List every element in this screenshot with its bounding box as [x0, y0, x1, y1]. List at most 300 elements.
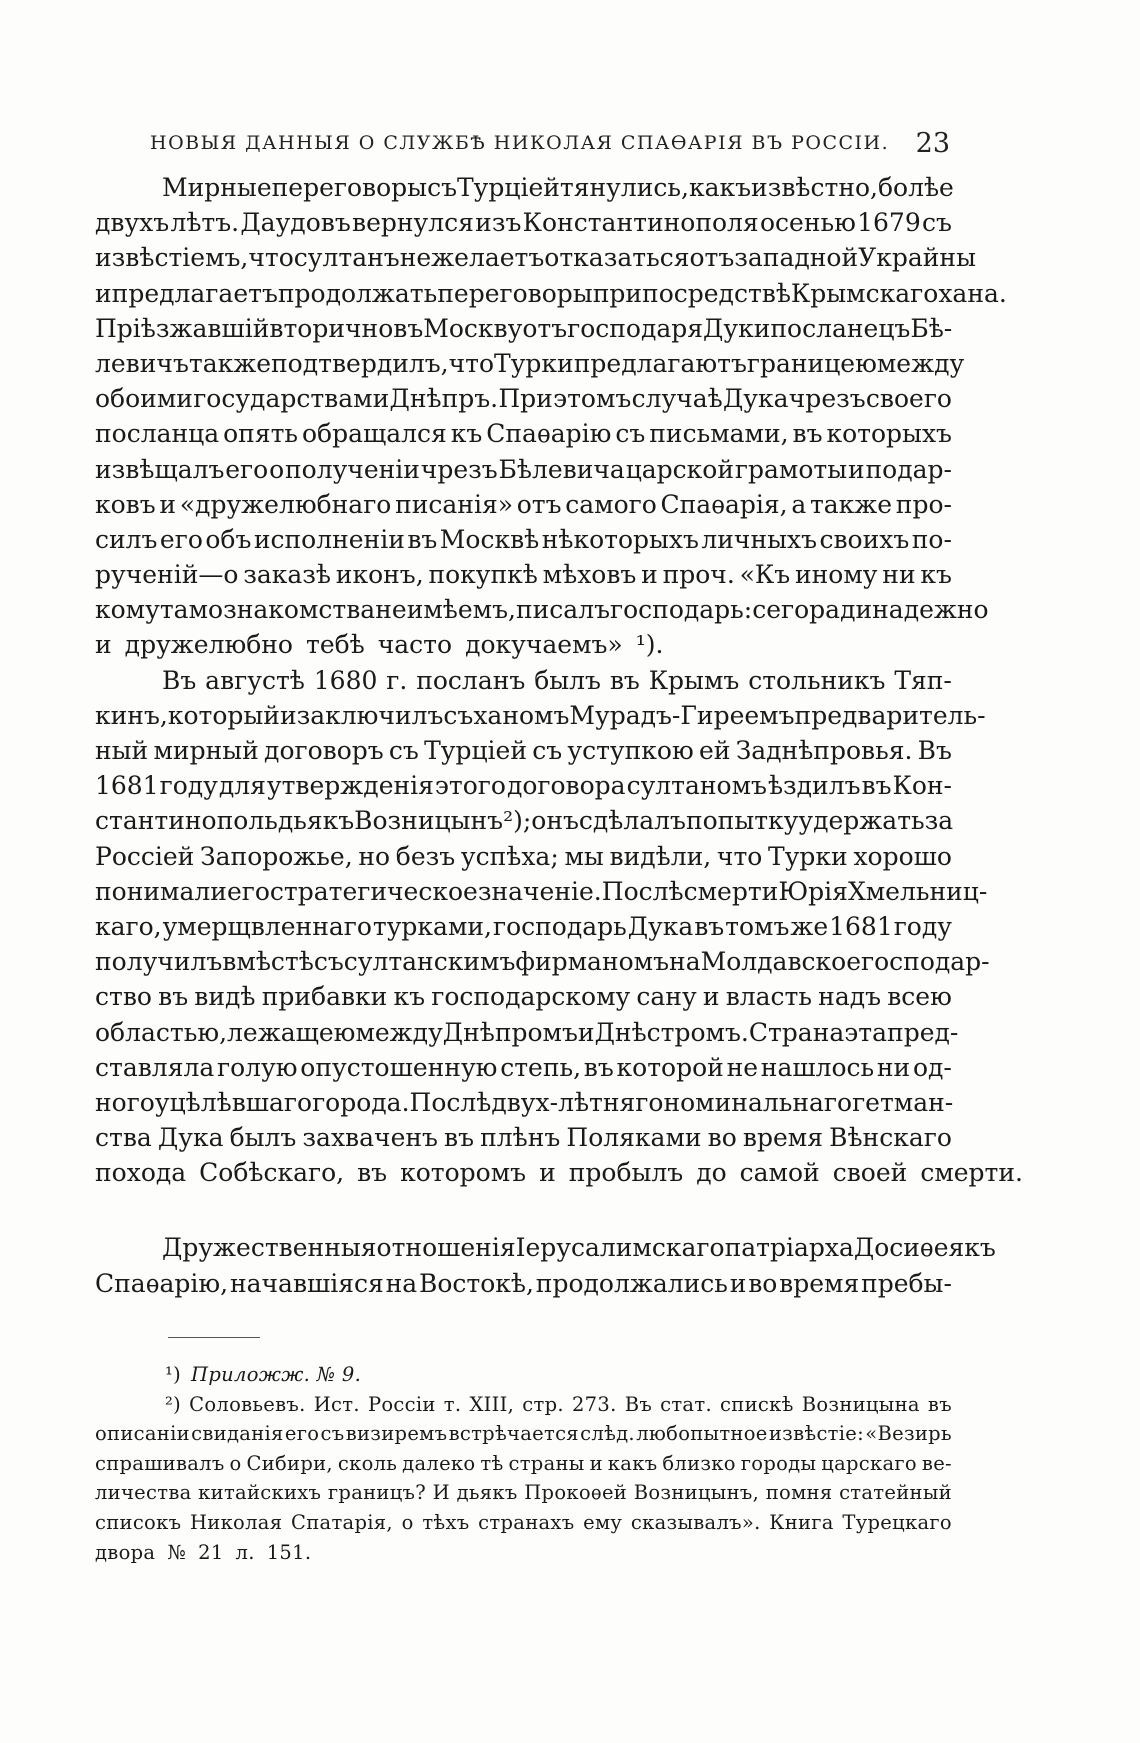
word: Россіей — [95, 841, 195, 871]
word: къ — [964, 1233, 996, 1263]
footnote-line — [95, 1390, 952, 1420]
footnote-line — [95, 1508, 952, 1538]
word: фирманомъ — [515, 947, 670, 977]
word: исполненіи — [253, 524, 405, 554]
text-line — [95, 979, 952, 1014]
word: Въ — [162, 665, 197, 695]
word: сдѣлалъ — [578, 806, 686, 836]
word: посредствѣ — [642, 278, 791, 308]
word: ни — [882, 560, 916, 590]
word: смерти — [683, 876, 779, 906]
word: уступкою — [567, 736, 694, 765]
word: дружелюбно — [124, 630, 293, 660]
word: встрѣчается — [448, 1422, 579, 1446]
word: описаніи — [95, 1422, 190, 1446]
word: господаря — [567, 313, 704, 343]
word: также — [188, 348, 272, 378]
word: отъ — [522, 313, 568, 343]
footnote-rule — [168, 1337, 260, 1338]
word: Турецкаго — [842, 1510, 952, 1534]
word: съ — [443, 700, 474, 730]
word: Мурадъ-Гиреемъ — [569, 700, 795, 730]
word: и — [577, 1017, 595, 1047]
word: продолжать — [277, 278, 438, 308]
word: не — [726, 1052, 759, 1082]
text-line — [95, 627, 952, 662]
text-line — [95, 768, 952, 803]
word: августѣ — [205, 665, 305, 695]
word: во — [748, 1268, 778, 1298]
text-line — [95, 803, 952, 838]
word: въ — [609, 665, 640, 695]
word: не — [399, 243, 432, 273]
word: гетман- — [852, 1087, 954, 1117]
word: границею — [746, 348, 877, 378]
word: уцѣлѣвшаго — [154, 1087, 313, 1117]
word: и — [539, 1158, 556, 1188]
word: надъ — [818, 982, 882, 1012]
word: городы — [740, 1451, 817, 1475]
word: господарь: — [610, 595, 753, 625]
word: мирный — [153, 736, 259, 765]
word: къ — [393, 982, 426, 1012]
word: ковъ — [95, 489, 156, 519]
word: лѣтъ. — [170, 208, 240, 238]
word: его — [225, 454, 269, 484]
word: и — [729, 1268, 747, 1298]
word: Днѣпръ. — [389, 384, 499, 414]
word: Дуки — [703, 313, 771, 343]
word: статейный — [839, 1481, 952, 1505]
word: о — [269, 454, 285, 484]
word: областью, — [95, 1017, 228, 1047]
word: которомъ — [400, 1158, 527, 1188]
word: степь, — [500, 1052, 582, 1082]
word: сего — [752, 595, 810, 625]
word: стат. — [660, 1392, 712, 1416]
word: Въ — [917, 736, 952, 765]
word: опустошенную — [300, 1052, 498, 1082]
word: Днѣстромъ. — [594, 1017, 749, 1047]
word: г. — [386, 665, 408, 695]
word: тамо — [159, 595, 224, 625]
word: спискѣ — [720, 1392, 794, 1416]
word: Дука — [722, 384, 789, 414]
word: Турки — [768, 841, 848, 871]
text-line — [95, 592, 989, 627]
word: съ — [532, 736, 563, 765]
word: Тяп- — [894, 665, 952, 695]
word: также — [809, 489, 893, 519]
word: ѣздилъ — [767, 771, 861, 801]
word: рученій—о — [95, 560, 239, 590]
word: стратегическое — [269, 876, 478, 906]
word: пред- — [887, 1017, 959, 1047]
word: знакомства — [223, 595, 376, 625]
word: былъ — [229, 1123, 297, 1153]
word: докучаемъ» — [465, 630, 623, 660]
word: кинъ, — [95, 700, 168, 730]
word: Хмельниц- — [847, 876, 988, 906]
word: съ — [427, 173, 457, 202]
word: эта — [844, 1017, 888, 1047]
word: Спаѳарію — [486, 419, 612, 449]
word: между — [876, 348, 965, 378]
word: голую — [217, 1052, 298, 1082]
word: Возницынъ — [354, 806, 504, 836]
word: 1681 — [95, 771, 159, 801]
text-line — [95, 487, 952, 522]
word: личества — [95, 1481, 192, 1505]
word: обращался — [302, 419, 447, 449]
word: случаѣ — [631, 384, 723, 414]
word: ный — [95, 736, 149, 765]
word: плѣнъ — [480, 1123, 561, 1153]
word: обоими — [95, 384, 193, 414]
word: его — [284, 1422, 320, 1446]
word: города. — [312, 1087, 410, 1117]
word: царскаго — [821, 1451, 917, 1475]
word: списокъ — [95, 1510, 182, 1534]
text-line — [95, 240, 976, 275]
word: ему — [583, 1510, 623, 1534]
text-line — [95, 557, 952, 592]
word: Послѣ — [409, 1087, 492, 1117]
word: предваритель- — [794, 700, 986, 730]
word: самого — [565, 489, 657, 519]
text-line — [95, 381, 952, 416]
word: Ист. — [313, 1392, 360, 1416]
word: какъ — [607, 1451, 658, 1475]
text-line — [95, 1085, 952, 1120]
word: ве- — [921, 1451, 952, 1475]
word: въ — [357, 1158, 388, 1188]
word: переговоры — [271, 173, 428, 202]
text-line — [95, 311, 952, 346]
word: 273. — [571, 1392, 617, 1416]
word: который — [167, 700, 280, 730]
word: съ — [615, 419, 646, 449]
word: иконъ, — [335, 560, 424, 590]
word: силъ — [95, 524, 158, 554]
word: объ — [205, 524, 252, 554]
word: прибавки — [261, 982, 388, 1012]
word: до — [696, 1158, 727, 1188]
word: Востокѣ, — [419, 1268, 534, 1298]
word: помня — [765, 1481, 833, 1505]
word: видѣли, — [609, 841, 712, 871]
word: извѣстіе: — [768, 1422, 864, 1446]
word: лежащею — [227, 1017, 356, 1047]
word: грамоты — [734, 454, 848, 484]
word: ного — [95, 1087, 155, 1117]
word: тянулись, — [559, 173, 689, 202]
word: въ — [927, 1392, 952, 1416]
word: Даудовъ — [240, 208, 351, 238]
word: Крымъ — [648, 665, 740, 695]
word: Пріѣзжавшій — [95, 313, 270, 343]
word: слѣд. — [580, 1422, 635, 1446]
word: въ — [407, 524, 438, 554]
word: въ — [861, 771, 892, 801]
word: смерти. — [920, 1158, 1023, 1188]
word: какъ — [688, 173, 752, 202]
word: заключилъ — [296, 700, 444, 730]
word: отъ — [689, 243, 735, 273]
word: съ — [922, 208, 952, 238]
word: свиданія — [191, 1422, 284, 1446]
word: про- — [895, 489, 952, 519]
word: умерщвленнаго — [162, 911, 372, 941]
word: предлагаетъ — [111, 278, 278, 308]
page-header — [150, 128, 950, 160]
word: вмѣстѣ — [222, 947, 314, 977]
word: Дука — [627, 911, 694, 941]
word: пробылъ — [568, 1158, 684, 1188]
word: При — [498, 384, 553, 414]
word: самой — [739, 1158, 820, 1188]
word: имѣемъ, — [406, 595, 516, 625]
word: утвержденія — [266, 771, 434, 801]
word: съ — [320, 1422, 345, 1446]
word: Запорожье, — [200, 841, 353, 871]
word: желаетъ — [431, 243, 545, 273]
word: же — [790, 911, 829, 941]
word: и — [702, 982, 720, 1012]
word: Крымскаго — [790, 278, 939, 308]
word: своихъ — [819, 524, 910, 554]
word: которыхъ — [826, 419, 952, 449]
word: 151. — [266, 1540, 312, 1564]
text-line — [95, 1120, 952, 1155]
word: писалъ — [515, 595, 610, 625]
word: его — [159, 524, 203, 554]
word: Мирные — [162, 173, 272, 202]
word: извѣстно, — [751, 173, 878, 202]
word: ей — [698, 736, 731, 765]
word: въ — [158, 982, 189, 1012]
word: Прокоѳей — [524, 1481, 628, 1505]
word: Заднѣпровья. — [735, 736, 913, 765]
word: успѣха; — [460, 841, 559, 871]
word: пребы- — [861, 1268, 952, 1298]
word: и — [641, 560, 658, 590]
word: хана. — [938, 278, 1007, 308]
word: тѣ — [480, 1451, 504, 1475]
word: каго, — [95, 911, 162, 941]
word: что — [248, 243, 294, 273]
word: что — [448, 348, 495, 378]
word: Вѣнскаго — [829, 1123, 952, 1153]
word: своего — [865, 384, 952, 414]
word: Досиѳея — [853, 1233, 965, 1263]
word: границъ? — [327, 1481, 427, 1505]
word: видѣ — [194, 982, 256, 1012]
word: но — [358, 841, 391, 871]
word: стольникъ — [748, 665, 886, 695]
word: переговоры — [437, 278, 593, 308]
word: Юрія — [778, 876, 848, 906]
word: къ — [450, 419, 483, 449]
word: безъ — [395, 841, 456, 871]
word: въ — [792, 419, 823, 449]
word: чрезъ — [788, 384, 866, 414]
word: и — [95, 278, 112, 308]
word: дьякъ — [277, 806, 355, 836]
word: турками, — [372, 911, 493, 941]
section-gap — [95, 1190, 952, 1230]
word: двора — [95, 1540, 156, 1564]
word: отношенія — [376, 1233, 516, 1263]
text-line — [95, 1050, 952, 1085]
word: значеніе. — [477, 876, 602, 906]
word: Книга — [769, 1510, 834, 1534]
word: на — [669, 947, 701, 977]
word: проч. — [662, 560, 735, 590]
word: двухъ — [95, 208, 170, 238]
word: посланъ — [416, 665, 526, 695]
word: ства — [95, 1123, 152, 1153]
word: попытку — [685, 806, 799, 836]
word: хорошо — [853, 841, 952, 871]
word: султанскимъ — [343, 947, 516, 977]
footnote-1-text: Приложж. № 9. — [191, 1363, 362, 1386]
word: начавшіяся — [229, 1268, 384, 1298]
word: Сибири, — [246, 1451, 333, 1475]
word: своей — [832, 1158, 908, 1188]
word: т. — [443, 1392, 462, 1416]
text-line — [95, 276, 1007, 311]
word: вторично — [269, 313, 394, 343]
footnote-1-marker: ¹) — [165, 1363, 182, 1386]
word: опять — [223, 419, 299, 449]
word: всею — [887, 982, 952, 1012]
word: не — [375, 595, 407, 625]
word: тебѣ — [305, 630, 365, 660]
word: од- — [912, 1052, 952, 1082]
word: что — [716, 841, 763, 871]
word: спрашивалъ — [95, 1451, 225, 1475]
word: Соловьевъ. — [189, 1392, 306, 1416]
word: и — [589, 1451, 603, 1475]
footnote-2 — [95, 1390, 952, 1568]
word: И — [432, 1481, 450, 1505]
word: сану — [636, 982, 697, 1012]
text-line — [95, 874, 988, 909]
word: Бѣлевича — [498, 454, 625, 484]
word: № — [167, 1540, 187, 1564]
word: томъ — [725, 911, 790, 941]
word: Константинополя — [522, 208, 759, 238]
text-line — [95, 170, 952, 205]
word: договоръ — [264, 736, 384, 765]
word: мѣховъ — [542, 560, 637, 590]
word: предлагаютъ — [573, 348, 747, 378]
word: Спаѳарію, — [95, 1268, 229, 1298]
word: отъ — [516, 489, 562, 519]
paragraph — [95, 170, 1007, 663]
word: Спаѳарія, — [660, 489, 788, 519]
word: во — [707, 1123, 737, 1153]
word: дьякъ — [456, 1481, 518, 1505]
word: л. — [235, 1540, 255, 1564]
running-title: НОВЫЯ ДАННЫЯ О СЛУЖБѢ НИКОЛАЯ СПАѲАРІЯ ВЪ РОССІИ. — [150, 132, 890, 154]
word: двух-лѣтняго — [491, 1087, 664, 1117]
text-line — [95, 909, 952, 944]
word: между — [355, 1017, 443, 1047]
word: китайскихъ — [198, 1481, 322, 1505]
word: ставляла — [95, 1052, 215, 1082]
word: государствами — [193, 384, 390, 414]
word: покупкѣ — [428, 560, 538, 590]
word: посланецъ — [770, 313, 911, 343]
word: Москвѣ — [439, 524, 540, 554]
footnotes — [95, 1360, 952, 1567]
footnote-line — [95, 1449, 952, 1479]
word: извѣстіемъ, — [95, 243, 249, 273]
word: письмами, — [649, 419, 789, 449]
word: Въ — [624, 1392, 653, 1416]
text-line — [95, 1266, 952, 1301]
word: любопытное — [636, 1422, 768, 1446]
word: левичъ — [95, 348, 189, 378]
word: ради — [809, 595, 873, 625]
word: мы — [564, 841, 604, 871]
text-line — [95, 1015, 959, 1050]
word: болѣе — [878, 173, 954, 202]
word: похода — [95, 1158, 187, 1188]
word: Турціей — [424, 736, 527, 765]
word: и — [847, 454, 865, 484]
word: по- — [911, 524, 952, 554]
word: году — [159, 771, 218, 801]
word: «Къ — [739, 560, 791, 590]
text-line — [95, 733, 952, 768]
word: Поляками — [566, 1123, 702, 1153]
word: «дружелюбнаго — [179, 489, 392, 519]
word: за — [924, 806, 954, 836]
word: съ — [388, 736, 419, 765]
word: въ — [694, 911, 725, 941]
word: 21 — [198, 1540, 224, 1564]
word: Дружественныя — [162, 1233, 377, 1263]
word: получилъ — [95, 947, 223, 977]
word: 1681 — [829, 911, 893, 941]
text-line — [95, 1230, 996, 1265]
word: былъ — [534, 665, 601, 695]
word: Спатарія, — [291, 1510, 393, 1534]
footnote-line — [95, 1538, 952, 1568]
word: Молдавское — [700, 947, 861, 977]
word: захваченъ — [302, 1123, 438, 1153]
word: стр. — [522, 1392, 564, 1416]
word: царской — [625, 454, 735, 484]
word: вернулся — [352, 208, 474, 238]
word: при — [592, 278, 643, 308]
word: Украйны — [858, 243, 976, 273]
text-line — [95, 1155, 1023, 1190]
word: власть — [725, 982, 812, 1012]
word: Страна — [748, 1017, 845, 1047]
word: часто — [377, 630, 453, 660]
text-line — [95, 522, 952, 557]
word: этого — [434, 771, 506, 801]
word: Іерусалимскаго — [515, 1233, 725, 1263]
word: Днѣпромъ — [442, 1017, 578, 1047]
word: Москву — [423, 313, 523, 343]
word: патріарха — [724, 1233, 854, 1263]
word: осенью — [759, 208, 856, 238]
